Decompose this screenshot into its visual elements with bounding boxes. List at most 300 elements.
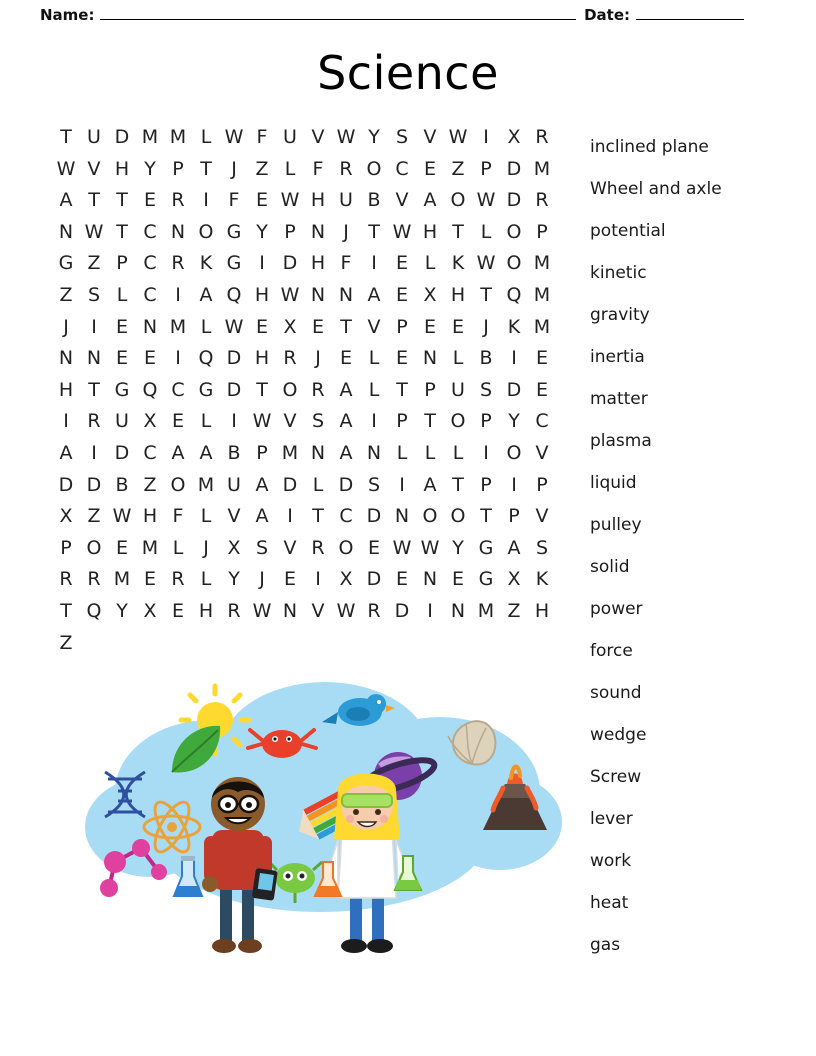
grid-cell[interactable]: W — [448, 126, 468, 148]
grid-cell[interactable]: N — [450, 599, 466, 622]
grid-cell[interactable]: I — [175, 283, 181, 306]
grid-cell[interactable]: T — [256, 378, 268, 401]
grid-cell[interactable]: L — [424, 252, 436, 275]
grid-cell[interactable]: O — [170, 473, 186, 496]
word-list-item: lever — [590, 809, 633, 829]
grid-cell[interactable]: W — [280, 283, 300, 306]
grid-cell[interactable]: J — [231, 157, 237, 180]
grid-cell[interactable]: G — [58, 252, 74, 275]
grid-cell[interactable]: E — [143, 189, 156, 212]
grid-cell[interactable]: D — [58, 473, 74, 496]
header — [0, 0, 816, 24]
grid-cell[interactable]: B — [227, 441, 241, 464]
grid-cell[interactable]: P — [284, 220, 296, 243]
grid-cell[interactable]: I — [63, 410, 69, 433]
grid-cell[interactable]: B — [479, 347, 493, 370]
grid-cell[interactable]: O — [450, 189, 466, 212]
grid-cell[interactable]: Z — [507, 599, 521, 622]
grid-cell[interactable]: R — [535, 126, 549, 148]
grid-cell[interactable]: W — [56, 157, 76, 180]
grid-cell[interactable]: N — [310, 220, 326, 243]
grid-cell[interactable]: D — [506, 378, 522, 401]
grid-cell[interactable]: O — [338, 536, 354, 559]
grid-cell[interactable]: E — [171, 410, 184, 433]
grid-cell[interactable]: F — [340, 252, 352, 275]
grid-cell[interactable]: A — [255, 505, 269, 528]
grid-cell[interactable]: P — [480, 157, 492, 180]
grid-cell[interactable]: I — [371, 410, 377, 433]
grid-cell[interactable]: L — [452, 441, 464, 464]
grid-cell[interactable]: T — [480, 505, 492, 528]
grid-cell[interactable]: D — [394, 599, 410, 622]
grid-cell[interactable]: A — [367, 283, 381, 306]
grid-cell[interactable]: P — [256, 441, 268, 464]
grid-cell[interactable]: R — [311, 536, 325, 559]
grid-cell[interactable]: M — [533, 157, 551, 180]
grid-cell[interactable]: O — [366, 157, 382, 180]
grid-cell[interactable]: Y — [116, 599, 128, 622]
grid-cell[interactable]: X — [283, 315, 297, 338]
grid-cell[interactable]: L — [452, 347, 464, 370]
grid-cell[interactable]: E — [171, 599, 184, 622]
grid-cell[interactable]: F — [256, 126, 268, 148]
grid-cell[interactable]: G — [478, 536, 494, 559]
grid-cell[interactable]: F — [228, 189, 240, 212]
grid-cell[interactable]: P — [60, 536, 72, 559]
grid-cell[interactable]: T — [60, 126, 72, 148]
grid-cell[interactable]: A — [199, 283, 213, 306]
grid-cell[interactable]: O — [86, 536, 102, 559]
grid-cell[interactable]: M — [197, 473, 215, 496]
grid-cell[interactable]: I — [259, 252, 265, 275]
grid-cell[interactable]: D — [86, 473, 102, 496]
grid-cell[interactable]: Q — [86, 599, 102, 622]
word-list-item: Screw — [590, 767, 642, 787]
grid-cell[interactable]: N — [422, 347, 438, 370]
grid-cell[interactable]: B — [115, 473, 129, 496]
grid-cell[interactable]: Q — [142, 378, 158, 401]
grid-cell[interactable]: I — [287, 505, 293, 528]
name-write-line[interactable] — [100, 7, 576, 20]
grid-cell[interactable]: F — [312, 157, 324, 180]
grid-cell[interactable]: A — [59, 441, 73, 464]
grid-cell[interactable]: D — [366, 568, 382, 591]
grid-cell[interactable]: H — [198, 599, 214, 622]
grid-cell[interactable]: B — [367, 189, 381, 212]
date-write-line[interactable] — [636, 7, 744, 20]
grid-cell[interactable]: M — [113, 568, 131, 591]
grid-cell[interactable]: C — [339, 505, 353, 528]
word-list-item: potential — [590, 221, 666, 241]
grid-cell[interactable]: R — [171, 189, 185, 212]
grid-cell[interactable]: I — [203, 189, 209, 212]
grid-cell[interactable]: M — [281, 441, 299, 464]
grid-cell[interactable]: Z — [143, 473, 157, 496]
grid-cell[interactable]: N — [86, 347, 102, 370]
grid-cell[interactable]: E — [311, 315, 324, 338]
grid-cell[interactable]: C — [143, 441, 157, 464]
grid-cell[interactable]: D — [282, 252, 298, 275]
grid-cell[interactable]: S — [311, 410, 325, 433]
grid-cell[interactable]: P — [396, 315, 408, 338]
grid-cell[interactable]: N — [422, 568, 438, 591]
grid-cell[interactable]: Q — [198, 347, 214, 370]
grid-cell[interactable]: V — [283, 536, 297, 559]
grid-cell[interactable]: T — [368, 220, 380, 243]
grid-cell[interactable]: I — [483, 441, 489, 464]
word-list-item: gas — [590, 935, 621, 955]
grid-cell[interactable]: L — [312, 473, 324, 496]
grid-cell[interactable]: E — [255, 189, 268, 212]
grid-cell[interactable]: P — [396, 410, 408, 433]
grid-cell[interactable]: Q — [506, 283, 522, 306]
grid-cell[interactable]: O — [506, 252, 522, 275]
grid-cell[interactable]: O — [450, 505, 466, 528]
grid-cell[interactable]: I — [427, 599, 433, 622]
grid-cell[interactable]: W — [252, 410, 272, 433]
grid-cell[interactable]: G — [198, 378, 214, 401]
grid-cell[interactable]: Z — [87, 252, 101, 275]
grid-cell[interactable]: S — [367, 473, 381, 496]
grid-cell[interactable]: K — [507, 315, 521, 338]
grid-cell[interactable]: V — [395, 189, 409, 212]
grid-cell[interactable]: S — [535, 536, 549, 559]
grid-cell[interactable]: P — [480, 473, 492, 496]
grid-cell[interactable]: V — [423, 126, 437, 148]
grid-cell[interactable]: V — [227, 505, 241, 528]
grid-cell[interactable]: S — [87, 283, 101, 306]
grid-cell[interactable]: N — [170, 220, 186, 243]
word-search-grid[interactable] — [52, 122, 556, 659]
grid-cell[interactable]: W — [420, 536, 440, 559]
grid-cell[interactable]: U — [339, 189, 353, 212]
grid-cell[interactable]: N — [142, 315, 158, 338]
grid-cell[interactable]: K — [535, 568, 549, 591]
grid-cell[interactable]: C — [143, 220, 157, 243]
grid-cell[interactable]: D — [366, 505, 382, 528]
grid-cell[interactable]: D — [114, 441, 130, 464]
grid-cell[interactable]: M — [533, 283, 551, 306]
grid-cell[interactable]: T — [88, 378, 100, 401]
grid-cell[interactable]: N — [310, 441, 326, 464]
grid-cell[interactable]: L — [368, 378, 380, 401]
grid-cell[interactable]: X — [143, 410, 157, 433]
grid-cell[interactable]: C — [143, 283, 157, 306]
grid-cell[interactable]: I — [483, 126, 489, 148]
grid-cell[interactable]: A — [339, 410, 353, 433]
grid-cell[interactable]: I — [511, 473, 517, 496]
grid-cell[interactable]: N — [338, 283, 354, 306]
grid-cell[interactable]: R — [535, 189, 549, 212]
grid-cell[interactable]: M — [141, 536, 159, 559]
grid-cell[interactable]: V — [87, 157, 101, 180]
grid-cell[interactable]: L — [368, 347, 380, 370]
grid-cell[interactable]: H — [142, 505, 158, 528]
grid-cell[interactable]: K — [451, 252, 465, 275]
grid-cell[interactable]: F — [172, 505, 184, 528]
grid-cell[interactable]: M — [169, 126, 187, 148]
grid-cell[interactable]: P — [172, 157, 184, 180]
grid-cell[interactable]: E — [367, 536, 380, 559]
grid-cell[interactable]: H — [310, 189, 326, 212]
grid-cell[interactable]: L — [200, 568, 212, 591]
grid-cell[interactable]: E — [115, 347, 128, 370]
grid-cell[interactable]: T — [200, 157, 212, 180]
grid-cell[interactable]: H — [114, 157, 130, 180]
grid-cell[interactable]: X — [59, 505, 73, 528]
grid-cell[interactable]: D — [338, 473, 354, 496]
grid-cell[interactable]: V — [535, 441, 549, 464]
grid-cell[interactable]: E — [395, 252, 408, 275]
grid-cell[interactable]: O — [198, 220, 214, 243]
word-list-item: heat — [590, 893, 629, 913]
grid-cell[interactable]: W — [84, 220, 104, 243]
grid-cell[interactable]: X — [339, 568, 353, 591]
grid-cell[interactable]: O — [506, 220, 522, 243]
grid-cell[interactable]: A — [199, 441, 213, 464]
grid-cell[interactable]: J — [483, 315, 489, 338]
grid-cell[interactable]: T — [452, 220, 464, 243]
grid-cell[interactable]: E — [395, 283, 408, 306]
grid-cell[interactable]: L — [172, 536, 184, 559]
grid-cell[interactable]: R — [87, 410, 101, 433]
grid-cell[interactable]: D — [506, 157, 522, 180]
grid-cell[interactable]: I — [399, 473, 405, 496]
grid-cell[interactable]: P — [424, 378, 436, 401]
grid-cell[interactable]: Z — [59, 283, 73, 306]
grid-cell[interactable]: H — [254, 283, 270, 306]
grid-cell[interactable]: U — [227, 473, 241, 496]
grid-cell[interactable]: L — [480, 220, 492, 243]
grid-cell[interactable]: T — [340, 315, 352, 338]
grid-cell[interactable]: S — [255, 536, 269, 559]
grid-cell[interactable]: M — [533, 252, 551, 275]
grid-cell[interactable]: X — [143, 599, 157, 622]
grid-cell[interactable]: L — [396, 441, 408, 464]
grid-cell[interactable]: I — [231, 410, 237, 433]
grid-cell[interactable]: T — [116, 220, 128, 243]
grid-cell[interactable]: D — [114, 126, 130, 148]
grid-cell[interactable]: W — [392, 220, 412, 243]
grid-cell[interactable]: J — [315, 347, 321, 370]
grid-cell[interactable]: D — [226, 347, 242, 370]
grid-cell[interactable]: X — [423, 283, 437, 306]
grid-cell[interactable]: E — [423, 315, 436, 338]
grid-cell[interactable]: C — [395, 157, 409, 180]
grid-cell[interactable]: E — [283, 568, 296, 591]
grid-cell[interactable]: A — [423, 189, 437, 212]
grid-cell[interactable]: W — [224, 315, 244, 338]
grid-cell[interactable]: P — [116, 252, 128, 275]
grid-cell[interactable]: U — [115, 410, 129, 433]
grid-cell[interactable]: E — [143, 347, 156, 370]
grid-cell[interactable]: T — [60, 599, 72, 622]
grid-cell[interactable]: Y — [452, 536, 464, 559]
grid-cell[interactable]: T — [396, 378, 408, 401]
grid-cell[interactable]: P — [536, 220, 548, 243]
grid-cell[interactable]: E — [143, 568, 156, 591]
grid-cell[interactable]: C — [171, 378, 185, 401]
grid-cell[interactable]: E — [423, 157, 436, 180]
grid-cell[interactable]: T — [116, 189, 128, 212]
grid-cell[interactable]: H — [534, 599, 550, 622]
grid-cell[interactable]: R — [171, 252, 185, 275]
grid-cell[interactable]: I — [371, 252, 377, 275]
grid-cell[interactable]: M — [169, 315, 187, 338]
grid-cell[interactable]: A — [59, 189, 73, 212]
grid-cell[interactable]: M — [533, 315, 551, 338]
grid-cell[interactable]: D — [506, 189, 522, 212]
grid-cell[interactable]: Q — [226, 283, 242, 306]
grid-cell[interactable]: H — [310, 252, 326, 275]
grid-cell[interactable]: W — [336, 126, 356, 148]
grid-cell[interactable]: T — [424, 410, 436, 433]
grid-cell[interactable]: R — [367, 599, 381, 622]
grid-cell[interactable]: V — [311, 599, 325, 622]
grid-cell[interactable]: W — [392, 536, 412, 559]
grid-cell[interactable]: R — [311, 378, 325, 401]
grid-cell[interactable]: V — [535, 505, 549, 528]
grid-cell[interactable]: R — [59, 568, 73, 591]
grid-cell[interactable]: M — [477, 599, 495, 622]
grid-cell[interactable]: A — [255, 473, 269, 496]
grid-cell[interactable]: Y — [256, 220, 268, 243]
grid-cell[interactable]: T — [312, 505, 324, 528]
grid-cell[interactable]: A — [507, 536, 521, 559]
grid-cell[interactable]: J — [343, 220, 349, 243]
grid-cell[interactable]: X — [227, 536, 241, 559]
grid-cell[interactable]: G — [226, 252, 242, 275]
grid-cell[interactable]: I — [315, 568, 321, 591]
grid-cell[interactable]: G — [114, 378, 130, 401]
grid-cell[interactable]: E — [535, 347, 548, 370]
grid-cell[interactable]: L — [200, 410, 212, 433]
word-list-item: power — [590, 599, 643, 619]
grid-cell[interactable]: W — [112, 505, 132, 528]
grid-cell[interactable]: W — [252, 599, 272, 622]
grid-cell[interactable]: M — [141, 126, 159, 148]
grid-cell[interactable]: R — [171, 568, 185, 591]
grid-cell[interactable]: X — [507, 126, 521, 148]
grid-cell[interactable]: L — [424, 441, 436, 464]
grid-cell[interactable]: Y — [368, 126, 380, 148]
grid-cell[interactable]: U — [283, 126, 297, 148]
grid-cell[interactable]: W — [280, 189, 300, 212]
grid-cell[interactable]: Z — [87, 505, 101, 528]
grid-cell[interactable]: I — [511, 347, 517, 370]
grid-cell[interactable]: J — [203, 536, 209, 559]
grid-cell[interactable]: E — [255, 315, 268, 338]
grid-cell[interactable]: U — [451, 378, 465, 401]
grid-cell[interactable]: Y — [508, 410, 520, 433]
grid-cell[interactable]: O — [422, 505, 438, 528]
grid-cell[interactable]: H — [254, 347, 270, 370]
grid-cell[interactable]: G — [226, 220, 242, 243]
grid-cell[interactable]: V — [283, 410, 297, 433]
grid-cell[interactable]: A — [423, 473, 437, 496]
grid-cell[interactable]: R — [339, 157, 353, 180]
grid-cell[interactable]: D — [282, 473, 298, 496]
grid-cell[interactable]: O — [282, 378, 298, 401]
grid-cell[interactable]: I — [91, 315, 97, 338]
grid-cell[interactable]: W — [476, 189, 496, 212]
grid-cell[interactable]: U — [87, 126, 101, 148]
grid-cell[interactable]: N — [310, 283, 326, 306]
grid-cell[interactable]: N — [366, 441, 382, 464]
grid-cell[interactable]: R — [283, 347, 297, 370]
grid-cell[interactable]: E — [115, 536, 128, 559]
grid-cell[interactable]: L — [284, 157, 296, 180]
grid-cell[interactable]: E — [395, 347, 408, 370]
grid-cell[interactable]: Z — [59, 631, 73, 654]
grid-cell[interactable]: L — [200, 505, 212, 528]
grid-cell[interactable]: P — [480, 410, 492, 433]
grid-cell[interactable]: T — [88, 189, 100, 212]
grid-cell[interactable]: L — [200, 315, 212, 338]
grid-cell[interactable]: Z — [255, 157, 269, 180]
grid-cell[interactable]: H — [422, 220, 438, 243]
grid-cell[interactable]: E — [115, 315, 128, 338]
grid-cell[interactable]: O — [450, 410, 466, 433]
grid-cell[interactable]: H — [450, 283, 466, 306]
grid-cell[interactable]: E — [339, 347, 352, 370]
grid-cell[interactable]: Y — [228, 568, 240, 591]
grid-cell[interactable]: G — [478, 568, 494, 591]
grid-cell[interactable]: I — [91, 441, 97, 464]
grid-cell[interactable]: Z — [451, 157, 465, 180]
grid-cell[interactable]: N — [58, 347, 74, 370]
grid-cell[interactable]: P — [536, 473, 548, 496]
grid-cell[interactable]: L — [200, 126, 212, 148]
grid-cell[interactable]: A — [339, 378, 353, 401]
grid-cell[interactable]: D — [226, 378, 242, 401]
grid-cell[interactable]: H — [58, 378, 74, 401]
grid-cell[interactable]: O — [506, 441, 522, 464]
grid-cell[interactable]: W — [476, 252, 496, 275]
grid-cell[interactable]: E — [451, 568, 464, 591]
grid-cell[interactable]: S — [479, 378, 493, 401]
grid-cell[interactable]: R — [87, 568, 101, 591]
grid-cell[interactable]: L — [116, 283, 128, 306]
grid-cell[interactable]: N — [282, 599, 298, 622]
grid-cell[interactable]: C — [143, 252, 157, 275]
grid-cell[interactable]: E — [451, 315, 464, 338]
grid-cell[interactable]: C — [535, 410, 549, 433]
grid-cell[interactable]: X — [507, 568, 521, 591]
grid-cell[interactable]: T — [452, 473, 464, 496]
grid-cell[interactable]: N — [394, 505, 410, 528]
grid-cell[interactable]: J — [63, 315, 69, 338]
grid-cell[interactable]: W — [224, 126, 244, 148]
grid-cell[interactable]: N — [58, 220, 74, 243]
grid-cell[interactable]: A — [339, 441, 353, 464]
grid-cell[interactable]: A — [171, 441, 185, 464]
grid-cell[interactable]: K — [199, 252, 213, 275]
grid-cell[interactable]: J — [259, 568, 265, 591]
grid-cell[interactable]: S — [395, 126, 409, 148]
science-kids-cloud-illustration — [60, 672, 580, 962]
grid-cell[interactable]: Y — [144, 157, 156, 180]
grid-cell[interactable]: T — [480, 283, 492, 306]
grid-cell[interactable]: E — [535, 378, 548, 401]
grid-cell[interactable]: P — [508, 505, 520, 528]
grid-cell[interactable]: R — [227, 599, 241, 622]
grid-cell[interactable]: V — [367, 315, 381, 338]
grid-cell[interactable]: E — [395, 568, 408, 591]
grid-cell[interactable]: I — [175, 347, 181, 370]
grid-cell[interactable]: W — [336, 599, 356, 622]
grid-cell[interactable]: V — [311, 126, 325, 148]
